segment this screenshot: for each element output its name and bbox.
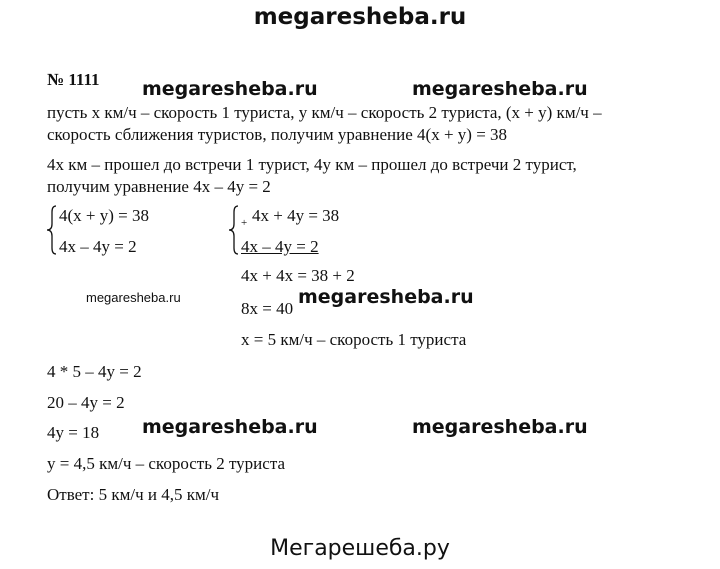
watermark: megaresheba.ru xyxy=(142,78,318,100)
left-system-eq-1: 4(х + у) = 38 xyxy=(59,206,149,225)
watermark: megaresheba.ru xyxy=(298,286,474,308)
step-4y: 4у = 18 xyxy=(47,423,100,442)
problem-number: № 1111 xyxy=(47,70,100,89)
step-substitute: 4 * 5 – 4у = 2 xyxy=(47,362,142,381)
step-8x: 8х = 40 xyxy=(241,299,294,318)
step-sum: 4х + 4х = 38 + 2 xyxy=(241,266,355,285)
distance-line-1: 4х км – прошел до встречи 1 турист, 4у км – прошел до встречи 2 турист, xyxy=(47,155,577,174)
site-header: megaresheba.ru xyxy=(253,4,467,30)
intro-line-1: пусть х км/ч – скорость 1 туриста, у км/ч – скорость 2 туриста, (х + у) км/ч – xyxy=(47,103,602,122)
answer: Ответ: 5 км/ч и 4,5 км/ч xyxy=(47,485,220,504)
step-x-result: х = 5 км/ч – скорость 1 туриста xyxy=(241,330,467,349)
watermark: megaresheba.ru xyxy=(412,416,588,438)
intro-line-2: скорость сближения туристов, получим уравнение 4(х + у) = 38 xyxy=(47,125,508,144)
step-y-result: у = 4,5 км/ч – скорость 2 туриста xyxy=(47,454,285,473)
distance-line-2: получим уравнение 4х – 4у = 2 xyxy=(47,177,271,196)
site-footer: Мегарешеба.ру xyxy=(270,536,450,561)
watermark: megaresheba.ru xyxy=(412,78,588,100)
left-brace-icon xyxy=(46,204,60,256)
right-system-eq-2: 4х – 4у = 2 xyxy=(241,237,319,256)
plus-sign: + xyxy=(241,217,248,229)
step-simplify: 20 – 4у = 2 xyxy=(47,393,125,412)
watermark: megaresheba.ru xyxy=(86,290,181,305)
watermark: megaresheba.ru xyxy=(142,416,318,438)
right-system-eq-1: 4х + 4у = 38 xyxy=(252,206,340,225)
right-brace-icon xyxy=(228,204,242,256)
left-system-eq-2: 4х – 4у = 2 xyxy=(59,237,137,256)
